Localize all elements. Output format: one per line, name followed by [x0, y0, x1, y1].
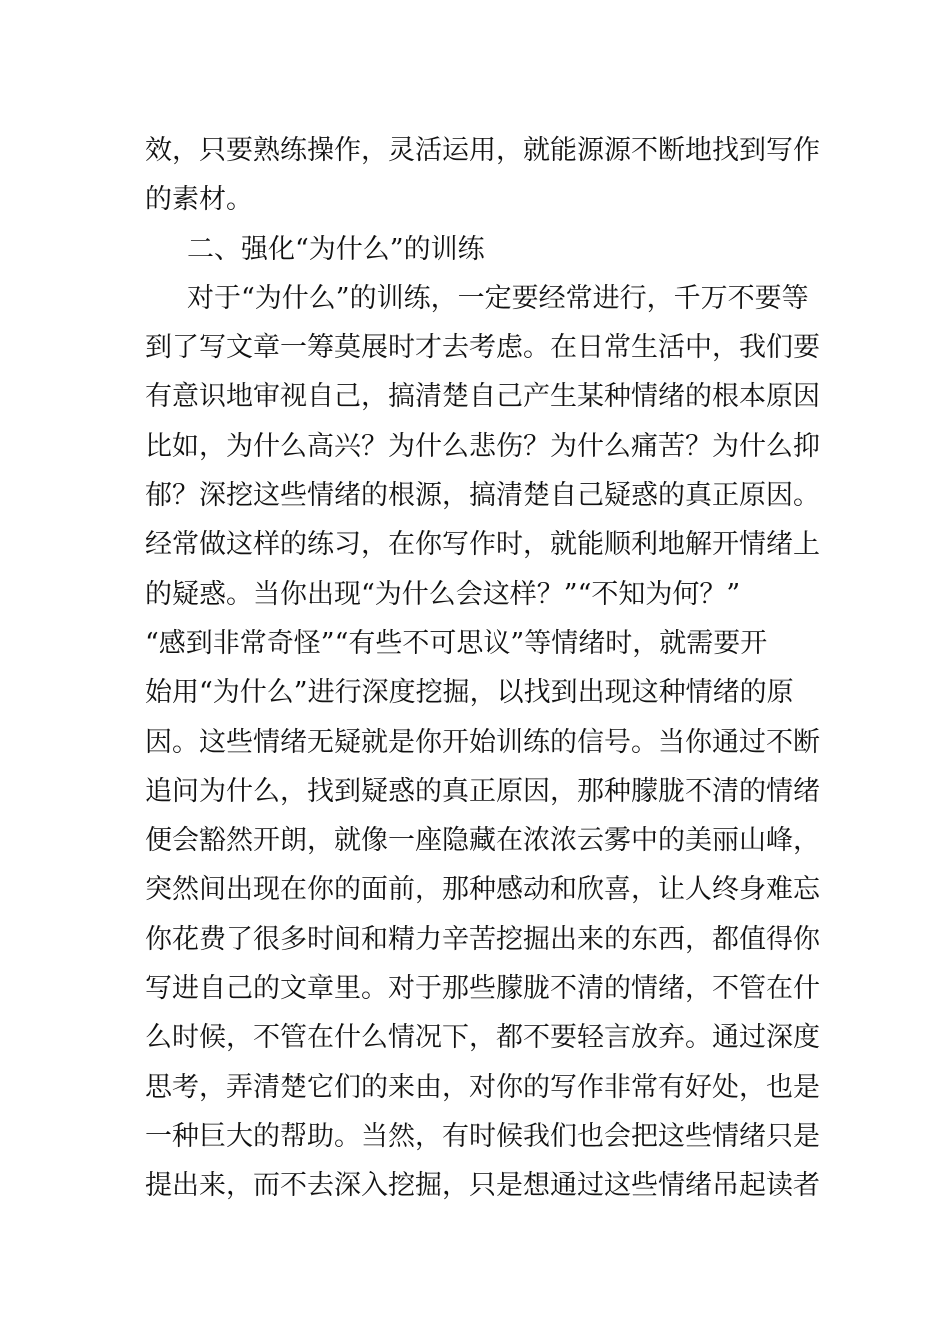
text-line: 你花费了很多时间和精力辛苦挖掘出来的东西，都值得你	[145, 923, 820, 955]
text-line: 追问为什么，找到疑惑的真正原因，那种朦胧不清的情绪	[145, 775, 820, 807]
text-line: 有意识地审视自己，搞清楚自己产生某种情绪的根本原因	[145, 381, 820, 413]
text-line: 的疑惑。当你出现“为什么会这样？”“不知为何？”	[145, 578, 741, 610]
text-line: 么时候，不管在什么情况下，都不要轻言放弃。通过深度	[145, 1022, 820, 1054]
text-line: 便会豁然开朗，就像一座隐藏在浓浓云雾中的美丽山峰，	[145, 825, 820, 857]
text-line: 思考，弄清楚它们的来由，对你的写作非常有好处，也是	[145, 1071, 820, 1103]
text-line: 提出来，而不去深入挖掘，只是想通过这些情绪吊起读者	[145, 1170, 820, 1202]
text-line: “感到非常奇怪”“有些不可思议”等情绪时，就需要开	[145, 627, 768, 659]
text-line: 因。这些情绪无疑就是你开始训练的信号。当你通过不断	[145, 726, 820, 758]
text-line: 对于“为什么”的训练，一定要经常进行，千万不要等	[187, 282, 809, 314]
text-line: 比如，为什么高兴？为什么悲伤？为什么痛苦？为什么抑	[145, 430, 820, 462]
text-line: 效，只要熟练操作，灵活运用，就能源源不断地找到写作	[145, 135, 820, 166]
text-line: 到了写文章一筹莫展时才去考虑。在日常生活中，我们要	[145, 332, 820, 364]
text-line: 经常做这样的练习，在你写作时，就能顺利地解开情绪上	[145, 529, 820, 561]
text-line: 突然间出现在你的面前，那种感动和欣喜，让人终身难忘	[145, 874, 820, 906]
text-line: 写进自己的文章里。对于那些朦胧不清的情绪，不管在什	[145, 973, 820, 1005]
text-line: 一种巨大的帮助。当然，有时候我们也会把这些情绪只是	[145, 1120, 820, 1152]
section-heading: 二、强化“为什么”的训练	[187, 233, 485, 265]
text-line: 始用“为什么”进行深度挖掘，以找到出现这种情绪的原	[145, 677, 794, 709]
document-page	[145, 126, 820, 1211]
text-line: 的素材。	[145, 184, 253, 216]
text-line: 郁？深挖这些情绪的根源，搞清楚自己疑惑的真正原因。	[145, 480, 820, 512]
